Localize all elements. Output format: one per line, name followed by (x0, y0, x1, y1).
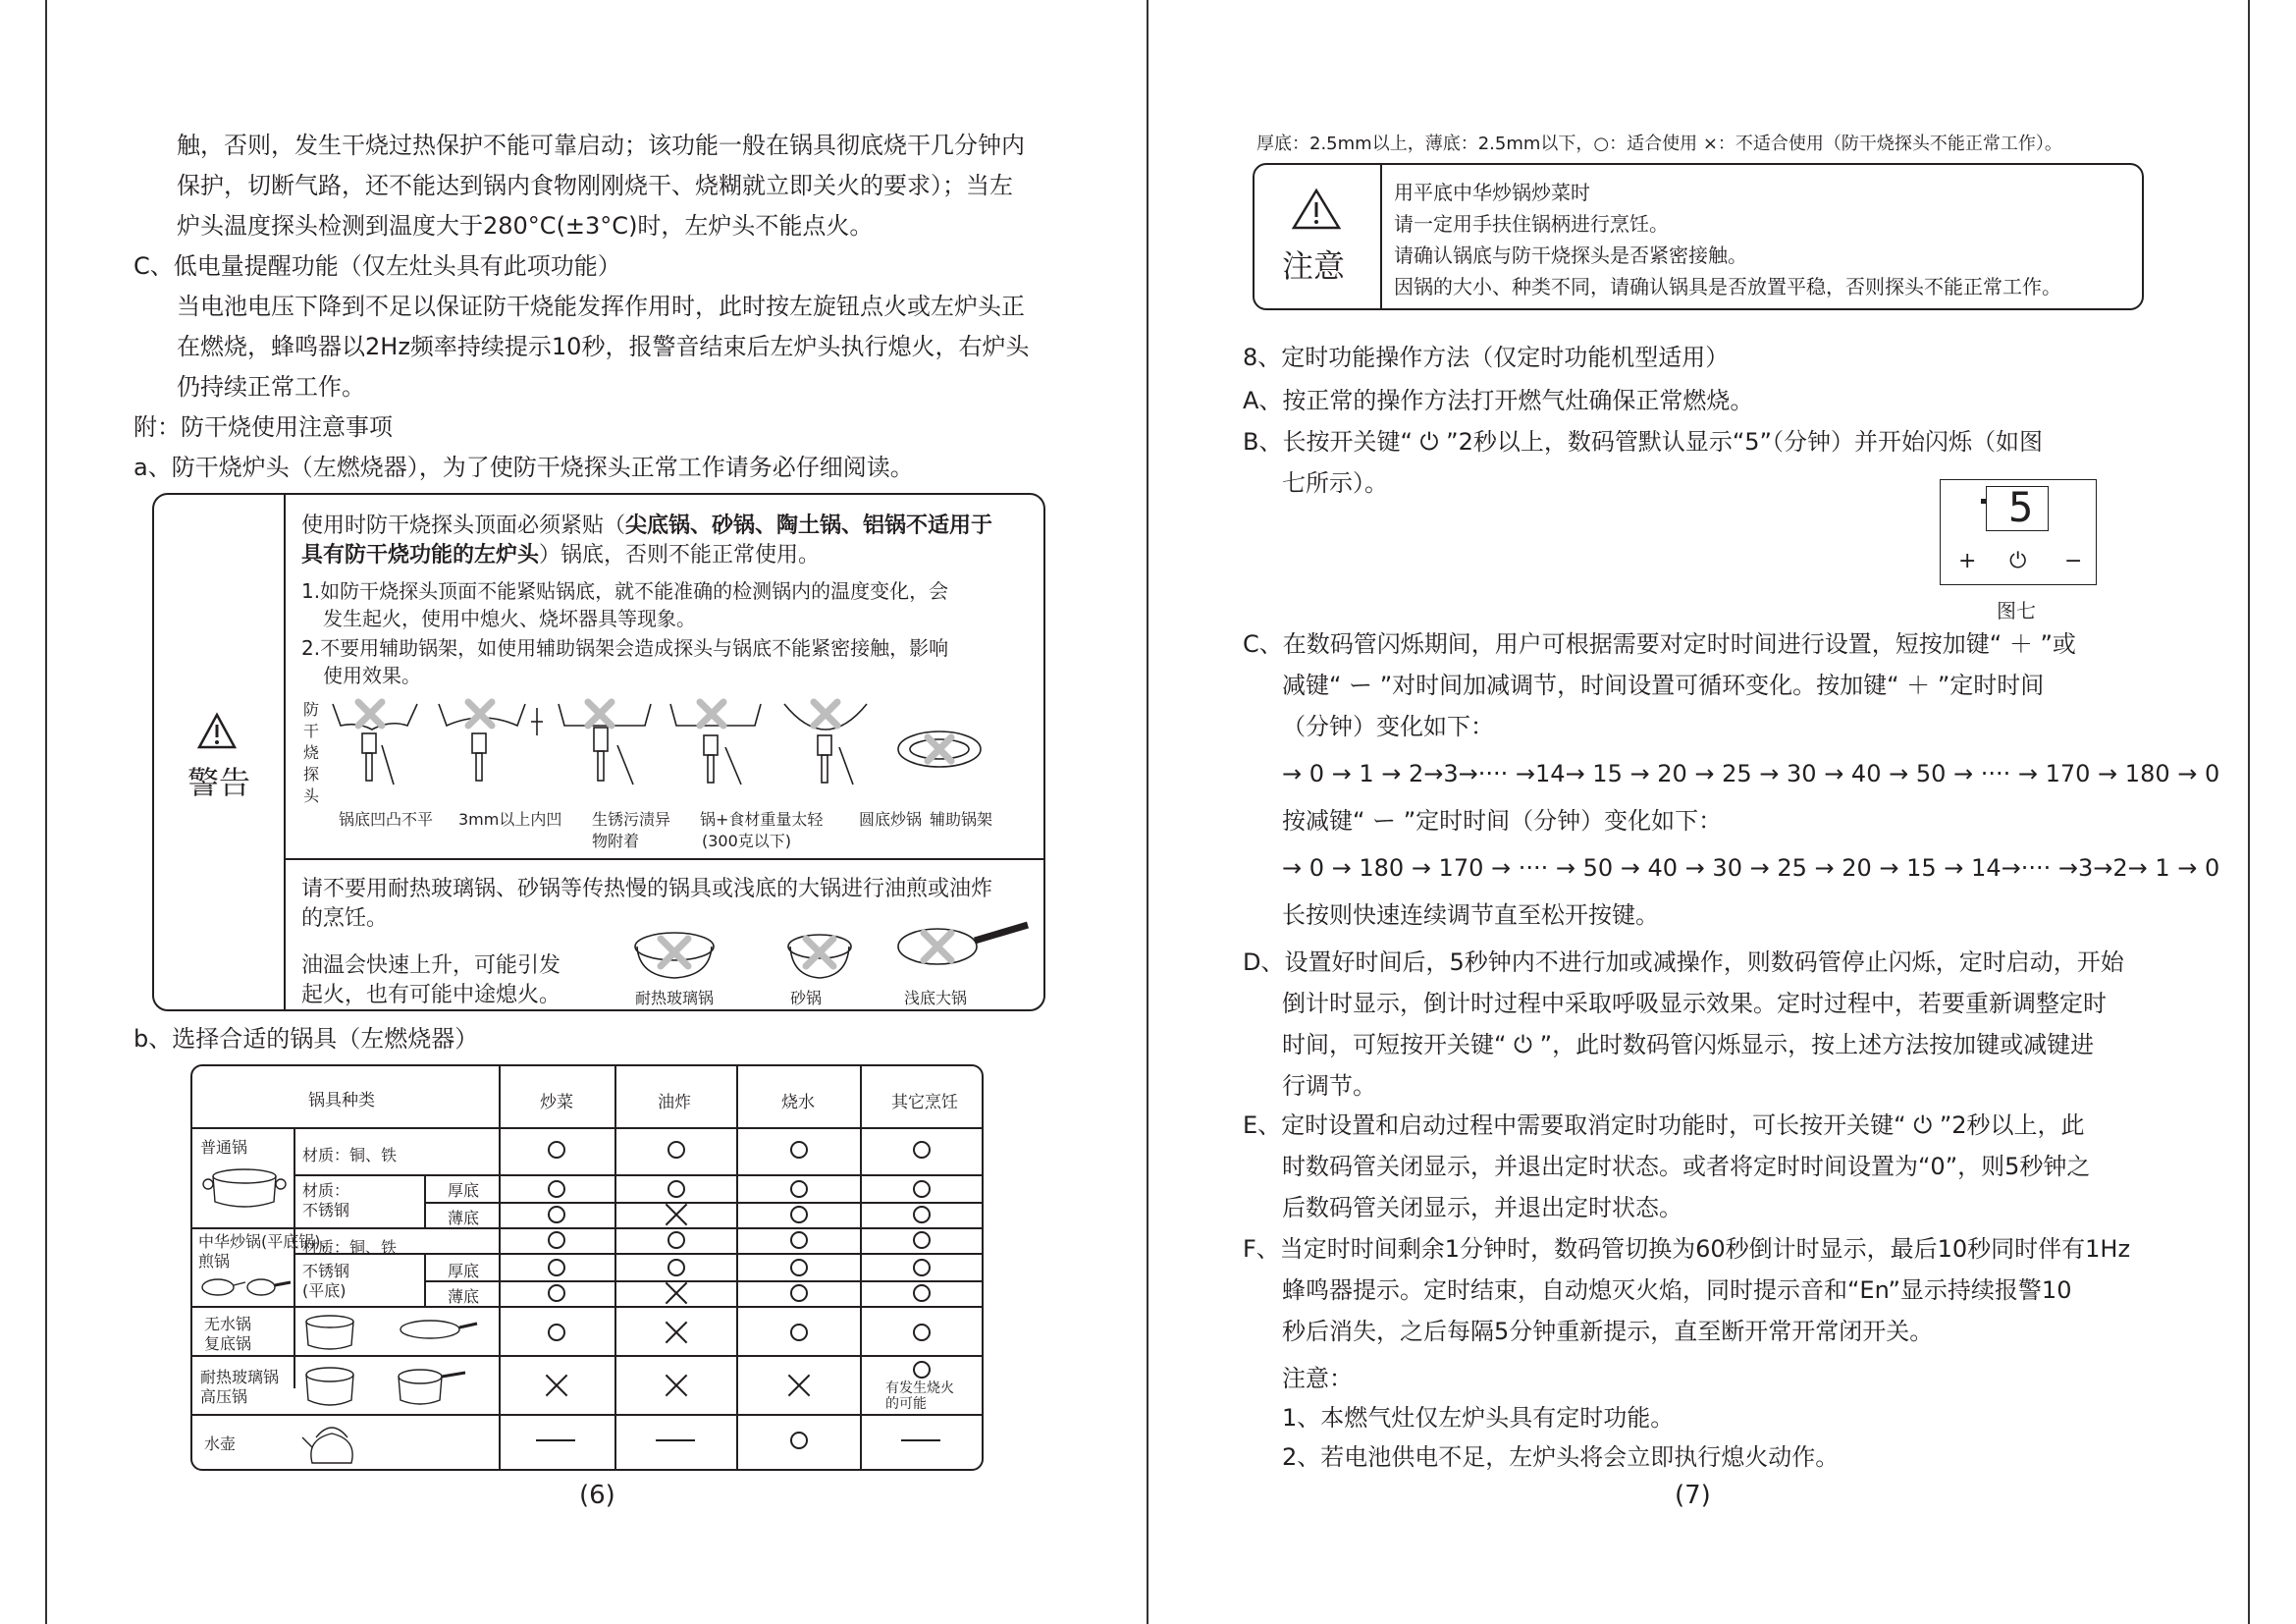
step-d-line3: 时间，可短按开关键“ ⏻ ”，此时数码管闪烁显示，按上述方法按加键或减键进 (1282, 1031, 2095, 1058)
caption-light-2: (300克以下) (702, 832, 792, 850)
step-e-line1: E、定时设置和启动过程中需要取消定时功能时，可长按开关键“ ⏻ ”2秒以上，此 (1243, 1111, 2085, 1139)
page-number-right: (7) (1675, 1481, 1711, 1510)
figure-7-caption: 图七 (1997, 599, 2036, 623)
thin-1: 薄底 (448, 1209, 480, 1227)
fire-note-1: 有发生烧火 (885, 1380, 954, 1396)
manual-page-right (1148, 0, 2296, 1624)
step-b-line2: 七所示）。 (1282, 469, 1388, 497)
mat-copper-iron-1: 材质：铜、铁 (302, 1146, 398, 1164)
pressure-cooker-icon (302, 1361, 469, 1412)
caption-uneven: 锅底凹凸不平 (339, 810, 434, 829)
para1-line2: 保护，切断气路，还不能达到锅内食物刚刚烧干、烧糊就立即关火的要求）；当左 (177, 172, 1013, 199)
caution-line-4: 因锅的大小、种类不同，请确认锅具是否放置平稳，否则探头不能正常工作。 (1394, 275, 2061, 298)
warning-line2-bold: 具有防干烧功能的左炉头 (301, 543, 540, 568)
step-d-line4: 行调节。 (1282, 1072, 1376, 1100)
cat-wok-b: 煎锅 (198, 1252, 231, 1271)
item-a-heading: a、防干烧炉头（左燃烧器），为了使防干烧探头正常工作请务必仔细阅读。 (133, 454, 914, 481)
caption-light-1: 锅+食材重量太轻 (700, 810, 824, 829)
section-8-heading: 8、定时功能操作方法（仅定时功能机型适用） (1243, 344, 1730, 371)
appendix-heading: 附：防干烧使用注意事项 (133, 413, 393, 441)
caption-round: 圆底炒锅 (859, 810, 923, 829)
step-c-line1: C、在数码管闪烁期间，用户可根据需要对定时时间进行设置，短按加键“ ＋ ”或 (1243, 630, 2076, 658)
mat-ss-1: 材质： (302, 1181, 350, 1200)
probe-label: 防 干 烧 探 头 (303, 700, 320, 805)
step-c-line5: 长按则快速连续调节直至松开按键。 (1282, 901, 1659, 929)
caption-rust-1: 生锈污渍异 (592, 810, 671, 829)
step-d-line2: 倒计时显示，倒计时过程中采取呼吸显示效果。定时过程中，若要重新调整定时 (1282, 990, 2107, 1017)
wok-icon (198, 1272, 293, 1302)
para-c-line1: 当电池电压下降到不足以保证防干烧能发挥作用时，此时按左旋钮点火或左炉头正 (177, 293, 1025, 320)
caption-ring: 辅助锅架 (930, 810, 993, 829)
caution-line-3: 请确认锅底与防干烧探头是否紧密接触。 (1394, 244, 1747, 267)
mat-ss-2: 不锈钢 (302, 1201, 350, 1219)
probe-contact-illustrations (323, 696, 1030, 804)
cat-waterless-a: 无水锅 (204, 1315, 252, 1333)
oil-warning-b: 起火，也有可能中途熄火。 (301, 983, 561, 1007)
warning-line1-bold: 尖底锅、砂锅、陶土锅、铝锅不适用于 (625, 514, 993, 538)
caution-triangle-icon (1292, 189, 1341, 230)
thick-1: 厚底 (448, 1181, 480, 1200)
item-b-heading: b、选择合适的锅具（左燃烧器） (133, 1025, 479, 1053)
para-c-line2: 在燃烧，蜂鸣器以2Hz频率持续提示10秒，报警音结束后左炉头执行熄火，右炉头 (177, 333, 1030, 360)
step-c-line4: 按减键“ ー ”定时时间（分钟）变化如下： (1282, 807, 1723, 835)
th-other: 其它烹饪 (891, 1093, 958, 1112)
cat-glass-a: 耐热玻璃锅 (200, 1368, 280, 1386)
th-boil-water: 烧水 (781, 1093, 815, 1112)
caption-rust-2: 物附着 (592, 832, 640, 850)
power-key[interactable]: ⏻ (2009, 549, 2027, 573)
waterless-pot-icon (302, 1310, 479, 1353)
thin-2: 薄底 (448, 1287, 480, 1306)
step-b-line1: B、长按开关键“ ⏻ ”2秒以上，数码管默认显示“5”（分钟）并开始闪烁（如图 (1243, 428, 2043, 456)
step-f-line3: 秒后消失，之后每隔5分钟重新提示，直至断开常开常闭开关。 (1282, 1318, 1934, 1345)
figure-7-panel (1940, 479, 2097, 585)
glass-warning-b: 的烹饪。 (301, 906, 389, 931)
note-1: 1、本燃气灶仅左炉头具有定时功能。 (1282, 1404, 1675, 1432)
para1-line3: 炉头温度探头检测到温度大于280°C(±3°C)时，左炉头不能点火。 (177, 212, 874, 240)
warning-box (152, 493, 1045, 1011)
step-c-line2: 减键“ ー ”对时间加减调节，时间设置可循环变化。按加键“ ＋ ”定时时间 (1282, 672, 2045, 699)
th-cookware-type: 锅具种类 (308, 1091, 375, 1110)
fire-note-2: 的可能 (885, 1396, 927, 1412)
mat-copper-iron-2: 材质：铜、铁 (302, 1238, 398, 1257)
step-a: A、按正常的操作方法打开燃气灶确保正常燃烧。 (1243, 387, 1754, 414)
oil-warning-a: 油温会快速上升，可能引发 (301, 953, 561, 978)
para1-line1: 触，否则，发生干烧过热保护不能可靠启动；该功能一般在锅具彻底烧干几分钟内 (177, 132, 1025, 159)
cat-waterless-b: 复底锅 (204, 1334, 252, 1353)
pot-icon (200, 1164, 289, 1214)
ss-flat-2: (平底) (302, 1281, 347, 1300)
thick-2: 厚底 (448, 1262, 480, 1280)
digit-display (1986, 483, 2049, 531)
caption-shallow-pan: 浅底大锅 (904, 989, 968, 1007)
pot-illustrations (625, 917, 1038, 986)
para-c-line3: 仍持续正常工作。 (177, 373, 365, 401)
warning-hdivider (284, 858, 1043, 860)
th-stir-fry: 炒菜 (540, 1093, 573, 1112)
notes-title: 注意： (1282, 1365, 1353, 1392)
step-e-line2: 时数码管关闭显示，并退出定时状态。或者将定时时间设置为“0”，则5秒钟之 (1282, 1153, 2091, 1180)
step-f-line1: F、当定时时间剩余1分钟时，数码管切换为60秒倒计时显示，最后10秒同时伴有1Hz (1243, 1235, 2131, 1263)
caution-line-2: 请一定用手扶住锅柄进行烹饪。 (1394, 212, 1669, 236)
minus-key[interactable]: − (2064, 549, 2083, 573)
step-d-line1: D、设置好时间后，5秒钟内不进行加或减操作，则数码管停止闪烁，定时启动，开始 (1243, 948, 2124, 976)
warning-line2-post: ）锅底，否则不能正常使用。 (539, 543, 821, 568)
caption-glass-pot: 耐热玻璃锅 (635, 989, 715, 1007)
caption-clay-pot: 砂锅 (790, 989, 823, 1007)
section-c-heading: C、低电量提醒功能（仅左灶头具有此项功能） (133, 252, 621, 280)
cat-normal-pot: 普通锅 (200, 1138, 248, 1157)
warning-label: 警告 (187, 764, 251, 801)
display-digit: 5 (2008, 483, 2034, 531)
caution-line-1: 用平底中华炒锅炒菜时 (1394, 181, 1590, 204)
plus-key[interactable]: + (1958, 549, 1977, 573)
warning-note1b: 发生起火，使用中熄火、烧坏器具等现象。 (323, 607, 696, 630)
warning-divider (284, 495, 286, 1009)
warning-note1a: 1.如防干烧探头顶面不能紧贴锅底，就不能准确的检测锅内的温度变化，会 (301, 579, 949, 603)
sequence-down: → 0 → 180 → 170 → ···· → 50 → 40 → 30 → 25 → 20 → 15 → 14→···· →3→2→ 1 → 0 (1282, 854, 2220, 882)
warning-note2a: 2.不要用辅助锅架，如使用辅助锅架会造成探头与锅底不能紧密接触，影响 (301, 636, 949, 660)
th-deep-fry: 油炸 (658, 1093, 691, 1112)
step-c-line3: （分钟）变化如下： (1282, 713, 1494, 740)
legend-note: 厚底：2.5mm以上，薄底：2.5mm以下，○：适合使用 ×：不适合使用（防干烧探头不能正常工作）。 (1256, 134, 2062, 154)
glass-warning-a: 请不要用耐热玻璃锅、砂锅等传热慢的锅具或浅底的大锅进行油煎或油炸 (301, 877, 993, 901)
warning-note2b: 使用效果。 (323, 664, 421, 687)
cat-wok-a: 中华炒锅(平底锅)、 (198, 1232, 337, 1251)
caution-box (1253, 163, 2144, 310)
display-dot (1981, 499, 1986, 504)
step-e-line3: 后数码管关闭显示，并退出定时状态。 (1282, 1194, 1682, 1221)
warning-triangle-icon (197, 713, 237, 750)
page-number-left: (6) (579, 1481, 615, 1510)
note-2: 2、若电池供电不足，左炉头将会立即执行熄火动作。 (1282, 1443, 1840, 1471)
warning-line1-pre: 使用时防干烧探头顶面必须紧贴（ (301, 514, 626, 538)
kettle-icon (302, 1418, 361, 1467)
step-f-line2: 蜂鸣器提示。定时结束，自动熄灭火焰，同时提示音和“En”显示持续报警10 (1282, 1276, 2072, 1304)
caution-label: 注意 (1282, 247, 1346, 285)
sequence-up: → 0 → 1 → 2→3→···· →14→ 15 → 20 → 25 → 30 → 40 → 50 → ···· → 170 → 180 → 0 (1282, 760, 2220, 787)
cat-kettle: 水壶 (204, 1435, 237, 1453)
cookware-table (190, 1064, 984, 1471)
caption-concave: 3mm以上内凹 (458, 810, 562, 829)
ss-flat-1: 不锈钢 (302, 1262, 350, 1280)
cat-glass-b: 高压锅 (200, 1387, 248, 1406)
